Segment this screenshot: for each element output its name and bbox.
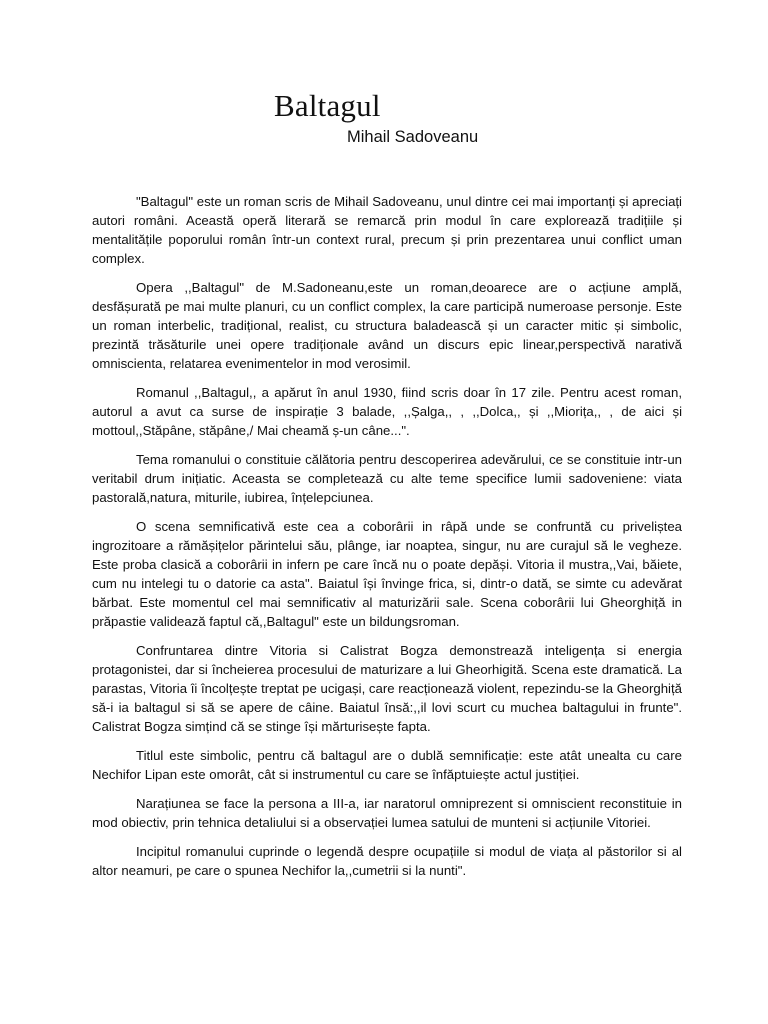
- document-body: [92, 192, 682, 890]
- paragraph: Confruntarea dintre Vitoria si Calistrat Bogza demonstrează inteligența si energia protagonistei, dar si încheierea procesului de maturizare a lui Gheorhigită. Scena este dramatică. La parastas, Vitoria îi încolțește treptat pe ucigași, care reacționează violent, repezindu-se la Gheorghiță să-i ia baltagul si să se apere de câine. Baiatul însă:,,il lovi scurt cu muchea baltagului in frunte". Calistrat Bogza simțind că se stinge își mărturisește fapta.: [92, 643, 682, 734]
- paragraph: Opera ,,Baltagul" de M.Sadoneanu,este un roman,deoarece are o acțiune amplă, desfășurată pe mai multe planuri, cu un conflict complex, la care participă numeroase personje. Este un roman interbelic, tradițional, realist, cu structura baladească și un caracter mitic și simbolic, prezintă trăsăturile unei opere tradiționale având un discurs epic linear,perspectivă narativă omniscienta, relatarea evenimentelor in mod verosimil.: [92, 280, 682, 371]
- paragraph: O scena semnificativă este cea a coborârii in râpă unde se confruntă cu priveliștea ingrozitoare a rămășițelor părintelui său, plânge, iar noaptea, singur, nu are curajul să le vegheze. Este proba clasică a coborârii in infern pe care încă nu o poate depăși. Vitoria il mustra,,Vai, băiete, cum nu intelegi tu o datorie ca asta". Baiatul își învinge frica, si, dintr-o dată, se simte cu adevărat bărbat. Este momentul cel mai semnificativ al maturizării sale. Scena coborârii lui Gheorghiță in prăpastie validează faptul că,,Baltagul" este un bildungsroman.: [92, 519, 682, 629]
- paragraph: Narațiunea se face la persona a III-a, iar naratorul omniprezent si omniscient reconstituie in mod obiectiv, prin tehnica detaliului si a observației lumea satului de munteni si acțiunile Vitoriei.: [92, 796, 682, 830]
- paragraph: Incipitul romanului cuprinde o legendă despre ocupațiile si modul de viața al păstorilor si al altor neamuri, pe care o spunea Nechifor la,,cumetrii si la nunti".: [92, 844, 682, 878]
- document-title: Baltagul: [274, 88, 381, 123]
- paragraph: Titlul este simbolic, pentru că baltagul are o dublă semnificație: este atât unealta cu care Nechifor Lipan este omorât, cât si instrumentul cu care se înfăptuiește actul justiției.: [92, 748, 682, 782]
- paragraph: Tema romanului o constituie călătoria pentru descoperirea adevărului, ce se constituie intr-un veritabil drum inițiatic. Aceasta se completează cu alte teme specifice lumii sadoveniene: viata pastorală,natura, miturile, iubirea, înțelepciunea.: [92, 452, 682, 505]
- paragraph: Romanul ,,Baltagul,, a apărut în anul 1930, fiind scris doar în 17 zile. Pentru acest roman, autorul a avut ca surse de inspirație 3 balade, ,,Șalga,, , ,,Dolca,, și ,,Miorița,, , de aici și mottoul,,Stăpâne, stăpâne,/ Mai cheamă ș-un câne...".: [92, 385, 682, 438]
- paragraph: "Baltagul" este un roman scris de Mihail Sadoveanu, unul dintre cei mai importanți și apreciați autori români. Această operă literară se remarcă prin modul în care explorează tradițiile și mentalitățile poporului român într-un context rural, precum și prin prezentarea unui conflict uman complex.: [92, 194, 682, 266]
- document-author: Mihail Sadoveanu: [347, 128, 479, 146]
